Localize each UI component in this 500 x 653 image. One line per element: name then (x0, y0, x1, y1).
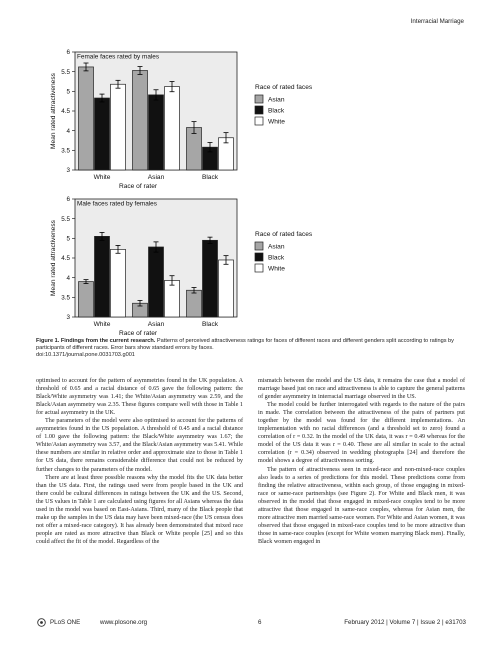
bar-black (149, 95, 164, 170)
y-tick-label: 4.5 (61, 255, 70, 263)
x-axis-label: Race of rater (118, 183, 158, 190)
bar-black (95, 236, 110, 317)
legend-label: White (268, 265, 285, 273)
chart-male-faces (0, 187, 500, 357)
caption-label: Figure 1. Findings from the current research. (36, 338, 156, 344)
legend-label: Black (268, 254, 285, 262)
y-tick-label: 3 (66, 314, 70, 322)
chart-title: Male faces rated by females (77, 200, 157, 208)
legend-swatch (255, 117, 263, 125)
bar-asian (79, 67, 94, 170)
y-tick-label: 5.5 (61, 215, 70, 223)
x-tick-label: Asian (147, 174, 165, 181)
y-axis-label: Mean rated attractiveness (50, 220, 57, 296)
legend-label: Black (268, 107, 285, 115)
paragraph: The parameters of the model were also optimised to account for the patterns of asymmetries found in the US population. A threshold of 0.45 and a racial distance of 1.00 gave the following pattern: the Black/White asymmetry was 1.67; the White/Asian asymmetry was 3.57, and the Black/Asian asymmetry was 5.41. While these numbers are similar in relative order and approximate size to those in Table 1 for US data, there remains considerable difference that could not be reduced by further changes to the parameters of the model. (36, 418, 243, 473)
legend-swatch (255, 253, 263, 261)
page-footer (36, 619, 466, 629)
legend-swatch (255, 95, 263, 103)
issue-info: February 2012 | Volume 7 | Issue 2 | e31703 (344, 619, 466, 626)
x-axis-label: Race of rater (118, 330, 158, 337)
x-tick-label: Asian (147, 321, 165, 328)
legend-swatch (255, 264, 263, 272)
bar-white (111, 249, 126, 317)
bar-white (219, 260, 234, 317)
y-tick-label: 3 (66, 167, 70, 175)
paragraph: The model could be further interrogated with regards to the nature of the pairs in made. The correlation between the attractiveness of the pairs of partners put together by the model was found for the different implementations. An implementation with no racial differences (and a threshold set to zero) found a correlation of r = 0.32. In the model of the UK data, it was r = 0.49 whereas for the model of the US data it was r = 0.40. These are all similar in scale to the actual correlation (r = 0.34) observed in wedding photographs [24] and therefore the model shows a degree of attractiveness sorting. (258, 402, 465, 465)
page-number: 6 (258, 619, 262, 626)
legend-swatch (255, 106, 263, 114)
right-column (258, 377, 465, 546)
paragraph: The pattern of attractiveness seen in mixed-race and non-mixed-race couples also leads to a series of predictions for this model. These predictions come from finding the relative attractiveness, within each group, of those engaging in mixed-race or same-race partnerships (see Figure 2). For White and Black men, it was observed in the model that those engaged in mixed-race couples tend to be more attractive that those engaged in same-race couples, whereas for Asian men, the more attractive men married same-race women. For White and Asian women, it was observed that those engaged in mixed-race couples tend to be more attractive than those in same-race couples (except for White women marrying Black men). Finally, Black women engaged in (258, 466, 465, 545)
bar-white (165, 280, 180, 317)
x-tick-label: White (93, 321, 111, 328)
y-tick-label: 3.5 (61, 294, 70, 302)
y-tick-label: 5 (66, 88, 70, 96)
legend-title: Race of rated faces (255, 84, 313, 91)
x-tick-label: Black (201, 321, 219, 328)
figure-caption (36, 338, 466, 359)
legend-label: Asian (268, 96, 285, 104)
paragraph: There are at least three possible reasons why the model fits the UK data better than the US data. First, the ratings used were from people based in the UK and there could be cultural differences in ratings between the UK and the US. Second, the US values in Table 1 are calculated using figures for all Asians whereas the data used in the model was based on East-Asians. Third, many of the Black people that make up the samples in the US data may have been mixed-race (the US census does not offer a mixed-race category). It has already been demonstrated that mixed race people are rated as more attractive than Black or White people [25] and so this could affect the fit of the model. Regardless of the (36, 474, 243, 545)
bar-black (95, 98, 110, 170)
y-tick-label: 4 (66, 274, 70, 282)
bar-white (165, 87, 180, 170)
paragraph: optimised to account for the pattern of asymmetries found in the UK population. A threshold of 0.65 and a racial distance of 0.65 gave the following pattern: the Black/White asymmetry was 1.41; the White/Asian asymmetry was 2.59, and the Black/Asian asymmetry was 2.35. These figures compare well with those in Table 1 for actual asymmetry in the UK. (36, 378, 243, 417)
legend-swatch (255, 242, 263, 250)
y-tick-label: 6 (66, 49, 70, 57)
bar-asian (187, 128, 202, 170)
x-tick-label: White (93, 174, 111, 181)
x-tick-label: Black (201, 174, 219, 181)
caption-doi: doi:10.1371/journal.pone.0031703.g001 (36, 352, 135, 358)
bar-white (111, 84, 126, 170)
caption-text: Patterns of perceived attractiveness ratings for faces of different races and different genders split according to ratings by participants of different races. Error bars show standard errors by faces. (36, 338, 454, 351)
running-head: Interracial Marriage (410, 18, 464, 25)
y-axis-label: Mean rated attractiveness (50, 73, 57, 149)
legend-title: Race of rated faces (255, 231, 313, 238)
plos-logo-icon (36, 618, 47, 627)
chart-title: Female faces rated by males (77, 53, 160, 61)
bar-asian (187, 290, 202, 317)
y-tick-label: 3.5 (61, 147, 70, 155)
legend-label: White (268, 118, 285, 126)
y-tick-label: 5 (66, 235, 70, 243)
y-tick-label: 4.5 (61, 108, 70, 116)
paragraph: mismatch between the model and the US data, it remains the case that a model of marriage based just on race and attractiveness is able to capture the general patterns of gender asymmetry in interracial marriage observed in the US. (258, 378, 465, 401)
bar-asian (79, 282, 94, 317)
y-tick-label: 6 (66, 196, 70, 204)
journal-site: www.plosone.org (100, 619, 148, 626)
bar-black (149, 247, 164, 317)
y-tick-label: 4 (66, 127, 70, 135)
y-tick-label: 5.5 (61, 68, 70, 76)
journal-name: PLoS ONE (50, 619, 81, 626)
bar-asian (133, 70, 148, 170)
left-column (36, 377, 243, 546)
bar-black (203, 240, 218, 317)
legend-label: Asian (268, 243, 285, 251)
